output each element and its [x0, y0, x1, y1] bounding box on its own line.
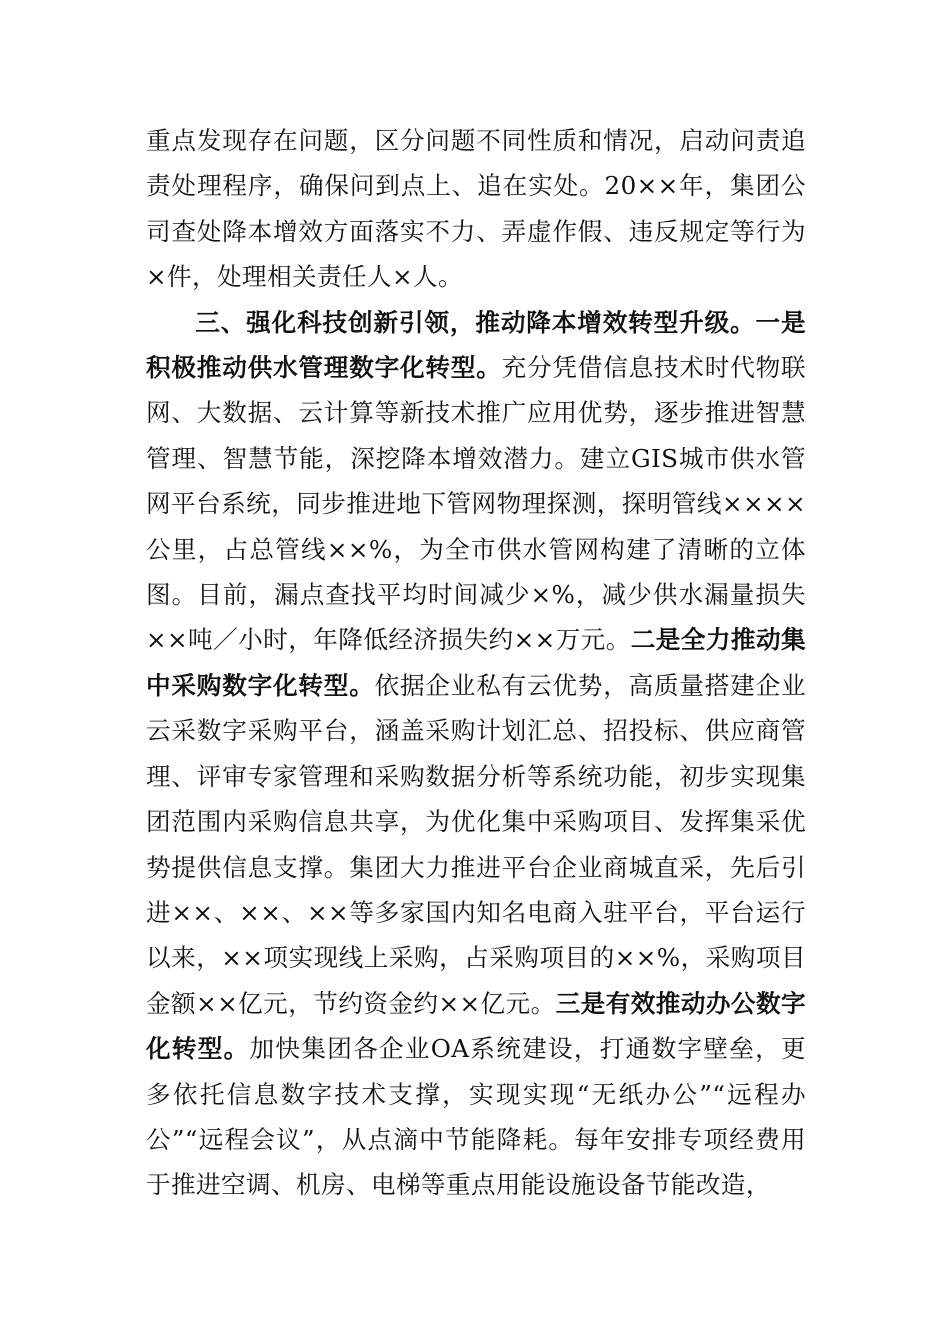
point-3-text: 加快集团各企业OA系统建设，打通数字壁垒，更多依托信息数字技术支撑，实现实现“无纸办公”“远程办公”“远程会议”，从点滴中节能降耗。每年安排专项经费用于推进空调、机房、电梯等重点用能设施设备节能改造，	[146, 1034, 806, 1200]
point-1-title: 一是积极推动供水管理数字化转型。	[146, 307, 806, 383]
document-body	[146, 118, 806, 1208]
section-three-heading: 三、强化科技创新引领，推动降本增效转型升级。	[195, 307, 756, 337]
point-2-text: 依据企业私有云优势，高质量搭建企业云采数字采购平台，涵盖采购计划汇总、招投标、供应商管理、评审专家管理和采购数据分析等系统功能，初步实现集团范围内采购信息共享，为优化集中采购项目、发挥集采优势提供信息支撑。集团大力推进平台企业商城直采，先后引进××、××、××等多家国内知名电商入驻平台，平台运行以来，××项实现线上采购，占采购项目的××%，采购项目金额××亿元，节约资金约××亿元。	[146, 670, 806, 1018]
paragraph-1-text: 重点发现存在问题，区分问题不同性质和情况，启动问责追责处理程序，确保问到点上、追在实处。20××年，集团公司查处降本增效方面落实不力、弄虚作假、违反规定等行为×件，处理相关责任人×人。	[146, 126, 806, 292]
point-2-title: 二是全力推动集中采购数字化转型。	[146, 625, 806, 700]
section-three-paragraph	[146, 300, 806, 1208]
point-3-title: 三是有效推动办公数字化转型。	[146, 988, 806, 1064]
point-1-text: 充分凭借信息技术时代物联网、大数据、云计算等新技术推广应用优势，逐步推进智慧管理、智慧节能，深挖降本增效潜力。建立GIS城市供水管网平台系统，同步推进地下管网物理探测，探明管线××××公里，占总管线××%，为全市供水管网构建了清晰的立体图。目前，漏点查找平均时间减少×%，减少供水漏量损失××吨／小时，年降低经济损失约××万元。	[146, 353, 806, 655]
paragraph-continuation	[146, 118, 806, 300]
